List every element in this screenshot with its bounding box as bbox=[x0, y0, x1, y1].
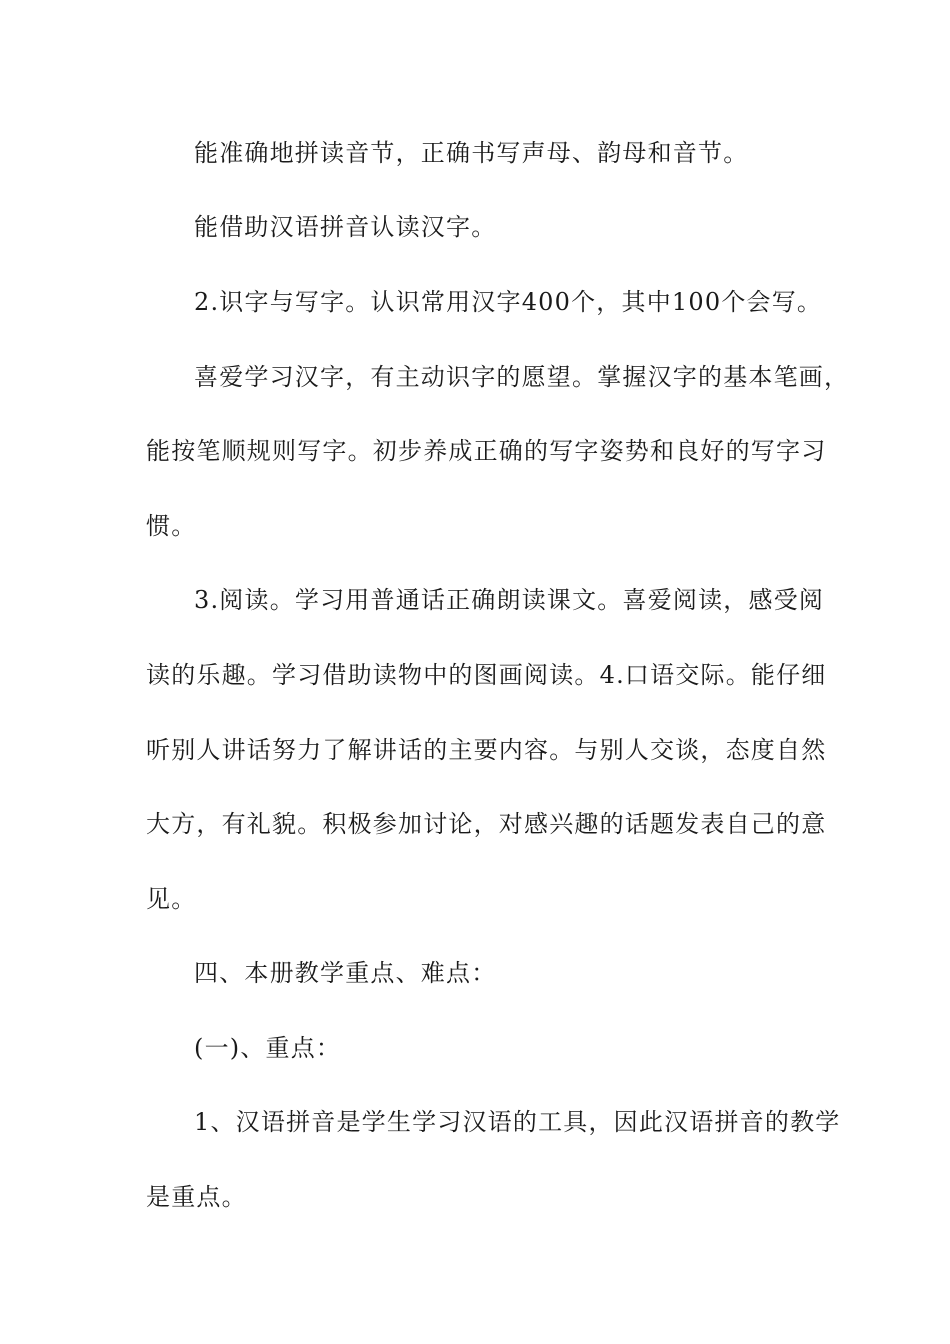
text-line: 1、汉语拼音是学生学习汉语的工具，因此汉语拼音的教学 bbox=[194, 1108, 841, 1136]
text-line: 是重点。 bbox=[146, 1183, 247, 1211]
text-line: 3.阅读。学习用普通话正确朗读课文。喜爱阅读，感受阅 bbox=[194, 586, 825, 614]
text-line: 2.识字与写字。认识常用汉字400个，其中100个会写。 bbox=[194, 288, 823, 316]
text-line: 见。 bbox=[146, 885, 197, 913]
text-line: 读的乐趣。学习借助读物中的图画阅读。4.口语交际。能仔细 bbox=[146, 661, 827, 689]
text-line: 大方，有礼貌。积极参加讨论，对感兴趣的话题发表自己的意 bbox=[146, 810, 827, 838]
text-line: 能按笔顺规则写字。初步养成正确的写字姿势和良好的写字习 bbox=[146, 437, 827, 465]
section-heading: 四、本册教学重点、难点： bbox=[194, 959, 497, 987]
text-line: 听别人讲话努力了解讲话的主要内容。与别人交谈，态度自然 bbox=[146, 736, 827, 764]
text-line: 能准确地拼读音节，正确书写声母、韵母和音节。 bbox=[194, 139, 749, 167]
subsection-heading: (一)、重点： bbox=[194, 1034, 342, 1062]
text-line: 惯。 bbox=[146, 512, 197, 540]
text-line: 喜爱学习汉字，有主动识字的愿望。掌握汉字的基本笔画， bbox=[194, 363, 850, 391]
text-line: 能借助汉语拼音认读汉字。 bbox=[194, 213, 497, 241]
